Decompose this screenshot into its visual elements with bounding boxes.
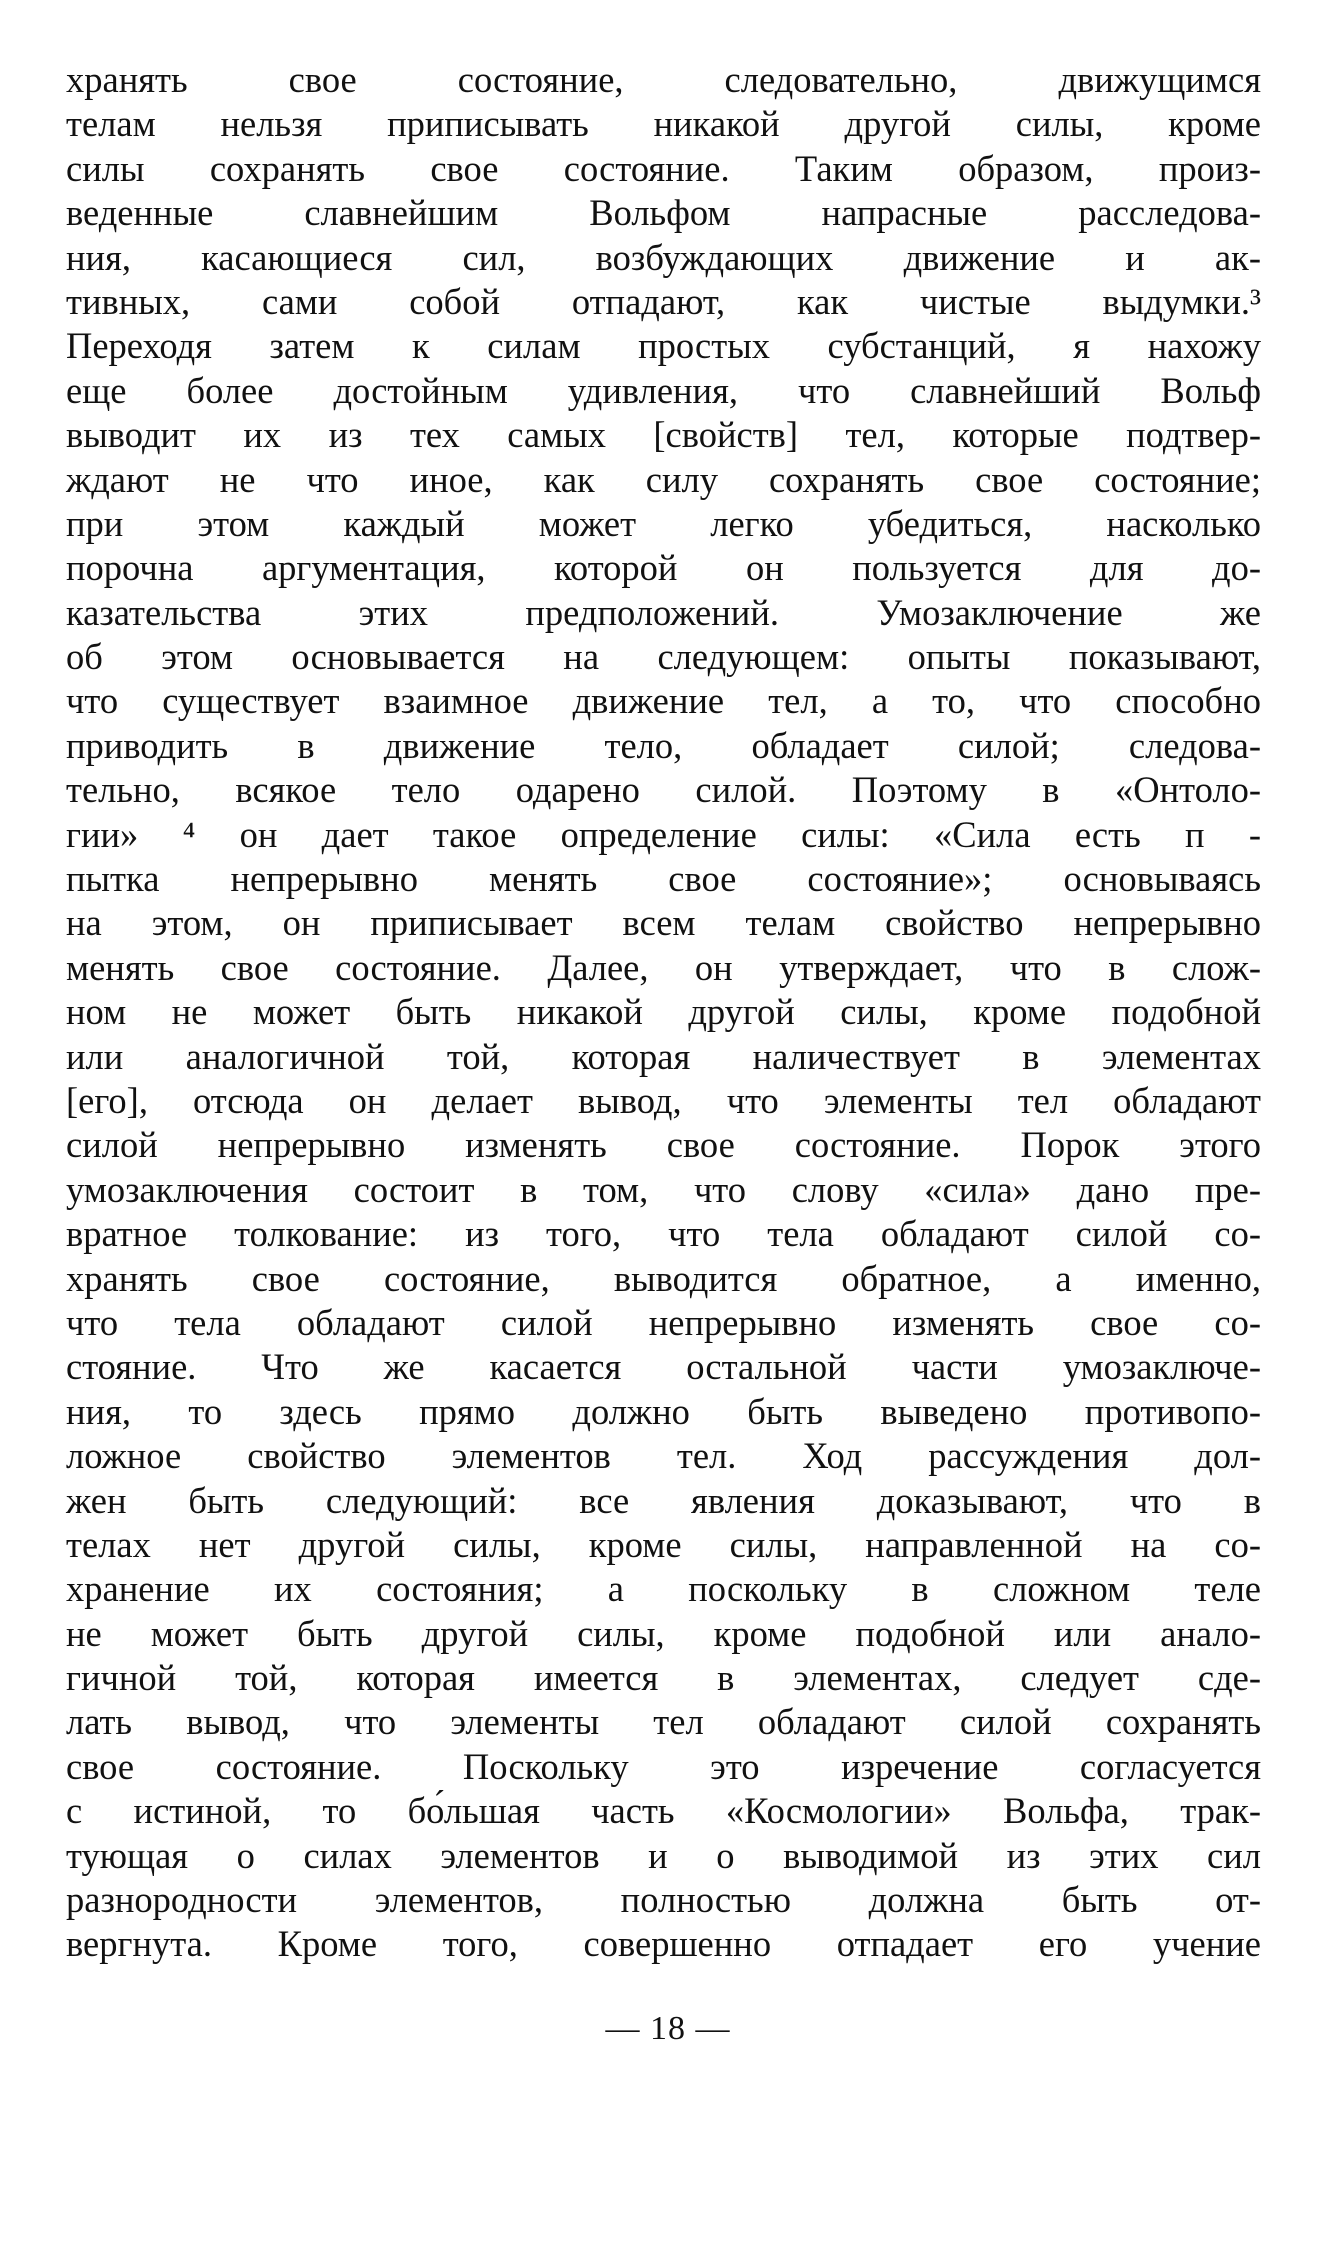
text-line: хранять свое состояние, выводится обратное, а именно, bbox=[66, 1257, 1261, 1299]
text-line: тивных, сами собой отпадают, как чистые выдумки.³ bbox=[66, 280, 1261, 322]
text-line: казательства этих предположений. Умозаключение же bbox=[66, 591, 1261, 633]
text-line: не может быть другой силы, кроме подобной или анало- bbox=[66, 1612, 1261, 1654]
text-line: менять свое состояние. Далее, он утверждает, что в слож- bbox=[66, 946, 1261, 988]
text-line: порочна аргументация, которой он пользуется для до- bbox=[66, 547, 1261, 589]
text-line: при этом каждый может легко убедиться, насколько bbox=[66, 502, 1261, 544]
text-line: гичной той, которая имеется в элементах, следует сде- bbox=[66, 1657, 1261, 1699]
text-line: силы сохранять свое состояние. Таким образом, произ- bbox=[66, 147, 1261, 189]
text-line: хранение их состояния; а поскольку в сложном теле bbox=[66, 1568, 1261, 1610]
text-line: с истиной, то бо́льшая часть «Космологии» Вольфа, трак- bbox=[66, 1790, 1261, 1832]
text-line: ном не может быть никакой другой силы, кроме подобной bbox=[66, 991, 1261, 1033]
page-number: — 18 — bbox=[605, 2010, 731, 2047]
text-line: свое состояние. Поскольку это изречение согласуется bbox=[66, 1745, 1261, 1787]
text-line: что существует взаимное движение тел, а то, что способно bbox=[66, 680, 1261, 722]
text-line: гии» ⁴ он дает такое определение силы: «Сила есть п - bbox=[66, 813, 1261, 855]
text-line: вергнута. Кроме того, совершенно отпадает его учение bbox=[66, 1923, 1261, 1965]
text-line: ложное свойство элементов тел. Ход рассуждения дол- bbox=[66, 1435, 1261, 1477]
text-line: разнородности элементов, полностью должна быть от- bbox=[66, 1879, 1261, 1921]
text-line: стояние. Что же касается остальной части умозаключе- bbox=[66, 1346, 1261, 1388]
text-line: ждают не что иное, как силу сохранять свое состояние; bbox=[66, 458, 1261, 500]
text-line: хранять свое состояние, следовательно, движущимся bbox=[66, 59, 1261, 100]
text-line: тующая о силах элементов и о выводимой из этих сил bbox=[66, 1834, 1261, 1876]
text-line: приводить в движение тело, обладает силой; следова- bbox=[66, 724, 1261, 766]
text-line: тельно, всякое тело одарено силой. Поэтому в «Онтоло- bbox=[66, 769, 1261, 811]
text-line: телах нет другой силы, кроме силы, направленной на со- bbox=[66, 1523, 1261, 1565]
text-line: на этом, он приписывает всем телам свойство непрерывно bbox=[66, 902, 1261, 944]
text-line: [его], отсюда он делает вывод, что элементы тел обладают bbox=[66, 1079, 1261, 1121]
text-line: еще более достойным удивления, что славнейший Вольф bbox=[66, 369, 1261, 411]
text-line: умозаключения состоит в том, что слову «сила» дано пре- bbox=[66, 1168, 1261, 1210]
text-line: лать вывод, что элементы тел обладают силой сохранять bbox=[66, 1701, 1261, 1743]
text-line: об этом основывается на следующем: опыты показывают, bbox=[66, 636, 1261, 678]
text-line: веденные славнейшим Вольфом напрасные расследова- bbox=[66, 192, 1261, 234]
text-line: вратное толкование: из того, что тела обладают силой со- bbox=[66, 1213, 1261, 1255]
text-line: выводит их из тех самых [свойств] тел, которые подтвер- bbox=[66, 414, 1261, 456]
text-line: что тела обладают силой непрерывно изменять свое со- bbox=[66, 1301, 1261, 1343]
text-line: жен быть следующий: все явления доказывают, что в bbox=[66, 1479, 1261, 1521]
text-line: пытка непрерывно менять свое состояние»; основываясь bbox=[66, 858, 1261, 900]
page-text-block bbox=[66, 58, 1261, 1967]
text-line: силой непрерывно изменять свое состояние. Порок этого bbox=[66, 1124, 1261, 1166]
text-line: Переходя затем к силам простых субстанций, я нахожу bbox=[66, 325, 1261, 367]
text-line: ния, касающиеся сил, возбуждающих движение и ак- bbox=[66, 236, 1261, 278]
text-line: телам нельзя приписывать никакой другой силы, кроме bbox=[66, 103, 1261, 145]
text-line: или аналогичной той, которая наличествует в элементах bbox=[66, 1035, 1261, 1077]
text-line: ния, то здесь прямо должно быть выведено противопо- bbox=[66, 1390, 1261, 1432]
